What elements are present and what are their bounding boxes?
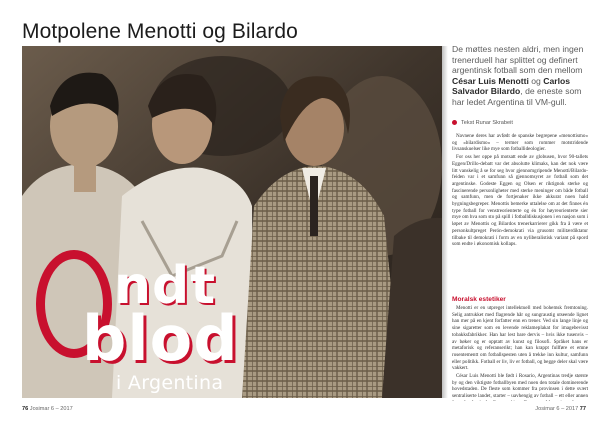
feature-photo xyxy=(22,46,442,398)
article-paragraph: For oss her oppe på motsatt ende av globusen, hvor 90-tallets Eggen/Drillo-debatt var det absolutte klimaks, kan det nok være litt vanskelig å se for seg hvor gjennomgripende Menotti/Bilardo-feiden var i et samfunn så gjennomsyret av fotball som det argentinske. Godeste Eggen og Olsen er riktignok sterke og fascinerende personligheter med sterke meninger om både fotball og samfunn, men de fortjenaker ikke akkurat noen hald bygningsbegreper. Menottis bemerke uttalelse om at det finnes én type fotball for venstreorienterte og én for høyreorienterte sier mye om hva som sto på spill i fotballdiskusjonen i en nasjon som i løpet av Menottis og Bilardos trenerkarrierer gikk fra å være et personkultpreget Perón-demokrati via grusomt militærdiktatur tilbake til demokrati i form av en nyliberalistisk variant på spord som endte i økonomisk kollaps. xyxy=(452,154,588,248)
byline-dot-icon xyxy=(452,120,457,125)
issue-label-left: Josimar 6 – 2017 xyxy=(29,406,73,412)
article-body-1 xyxy=(452,133,588,297)
page-number-right: 77 xyxy=(579,406,586,412)
article-paragraph: César Luis Menotti ble født i Rosario, Argentinas tredje største by og den viktigste fotballbyen med noen den totale dominerende hovedstaden. De fleste som kommer fra provinsen i dette svært sentraliserte landet, starter – uavhengig av fotball – ett eller annen xyxy=(452,373,588,400)
lead-name-bilardo: Carlos Salvador Bilardo xyxy=(452,75,570,97)
article-body-2 xyxy=(452,305,588,401)
footer-right xyxy=(535,406,586,412)
article-subhead: Moralsk estetiker xyxy=(452,296,506,303)
article-paragraph: Navnene deres har avfødt de spanske begrepene «menottismo» og «bilardismo» – termer som rommer motstridende livsanskuelser like mye som fotballideologier. xyxy=(452,133,588,153)
page-number-left: 76 xyxy=(22,406,29,412)
lead-text-1: De møttes nesten aldri, men ingen trenerduell har splittet og definert argentinsk fotball som den mellom xyxy=(452,44,584,76)
headline-subtitle: i Argentina xyxy=(116,372,224,394)
page-title: Motpolene Menotti og Bilardo xyxy=(22,20,298,43)
byline xyxy=(452,120,588,126)
byline-text: Tekst Runar Skrabeit xyxy=(461,120,513,126)
page-gutter xyxy=(442,46,448,398)
article-paragraph: Menotti er en utpreget intellektuell med bohemsk fremtoning. Selig antrukket med flagrende hår og sungraustig utseende lignet han mer på en kjent forfatter enn en trener. Ved sin lange linje og sine sigaretter som en levende reklameplakat for imagebevisst tobakksfabrikker. Han har lest bare dervis – hvis ikke tusenvis – av bøker og er opptatt av kunst og filosofi. Språket hans er metaforisk og referanserikt; han kan krappt fullføre et emne rosentementt om fotballspesten uten å trekke inn kultur, samfunn eller politikk. Fotball er liv, liv er fotball, og begge deler skal være vakkert. xyxy=(452,305,588,372)
lead-paragraph xyxy=(452,44,588,108)
headline-word-ndt: ndt xyxy=(114,256,217,316)
lead-text-3: , de eneste som har ledet Argentina til VM-gull. xyxy=(452,86,582,107)
lead-name-menotti: César Luis Menotti xyxy=(452,75,529,86)
issue-label-right: Josimar 6 – 2017 xyxy=(535,406,579,412)
headline-word-blod: blod xyxy=(82,302,239,375)
footer-left xyxy=(22,406,73,412)
lead-text-2: og xyxy=(528,75,544,86)
